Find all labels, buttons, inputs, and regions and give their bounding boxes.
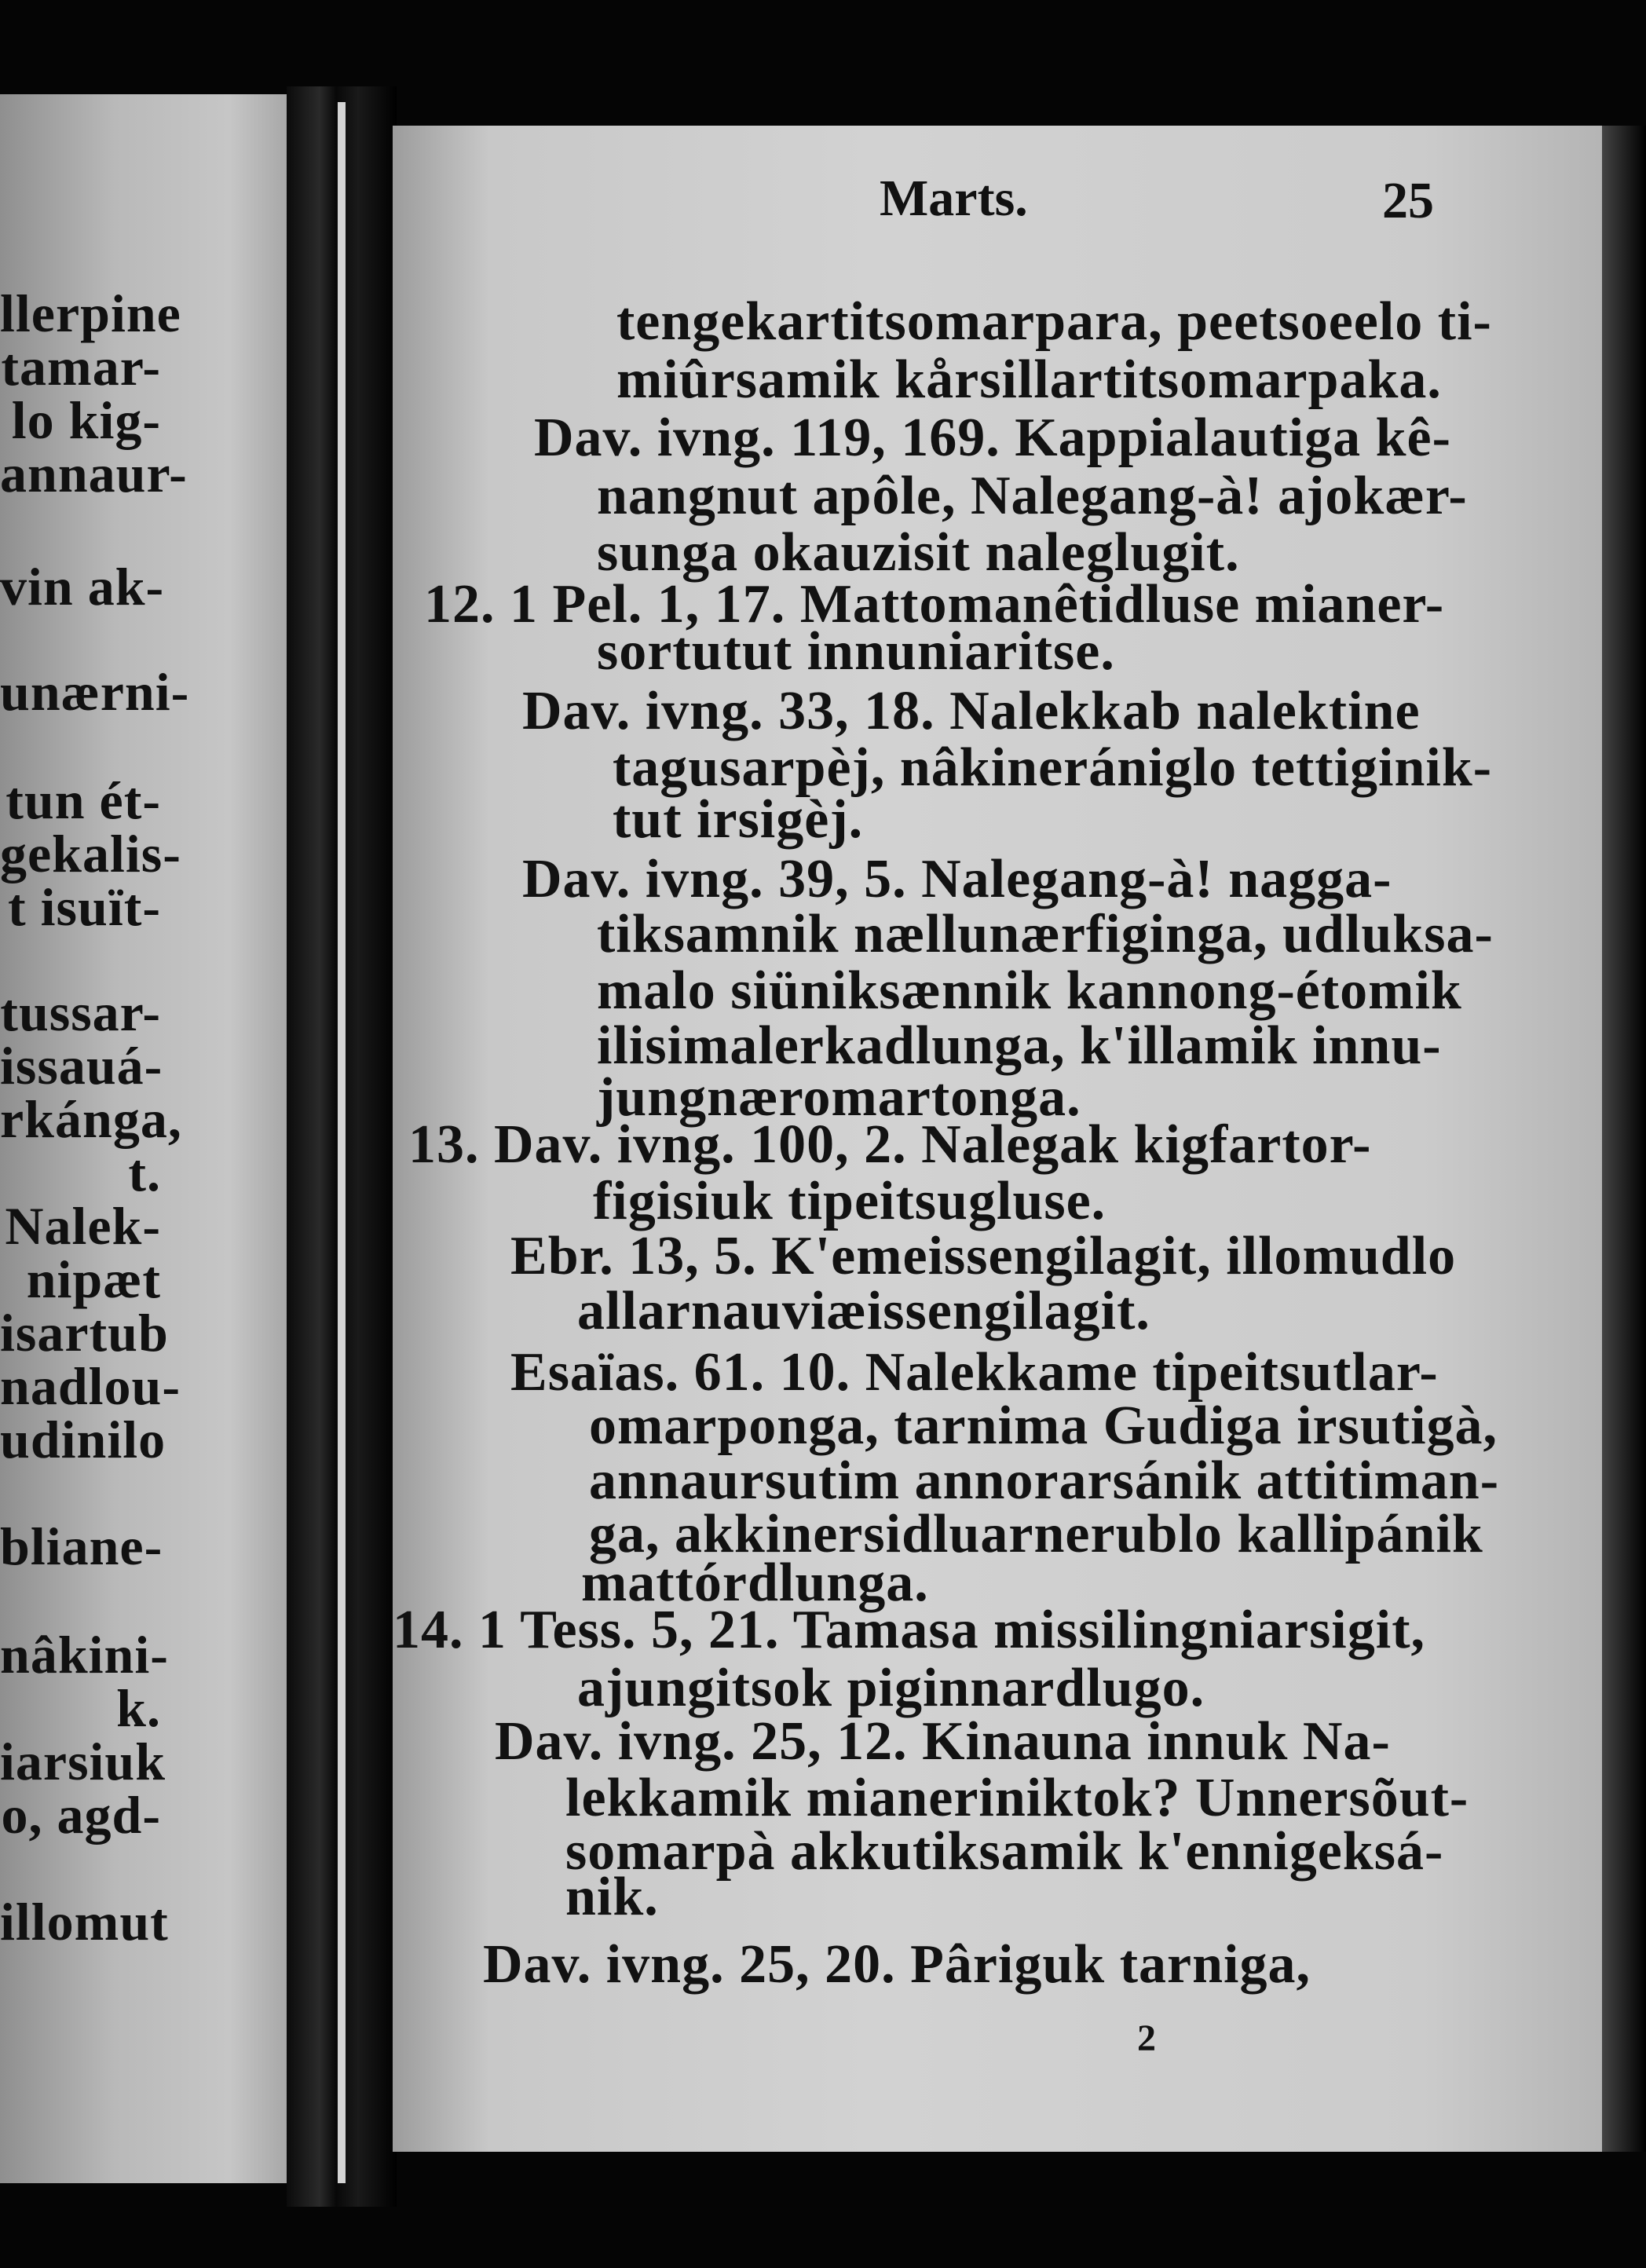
left-page-line: vin ak-	[0, 557, 165, 616]
text-line: 12. 1 Pel. 1, 17. Mattomanêtidluse mianer-	[424, 574, 1445, 635]
left-page-line: Nalek-	[5, 1196, 161, 1256]
text-line: mattórdlunga.	[581, 1553, 929, 1613]
text-line: tut irsigèj.	[613, 789, 864, 850]
text-line: miûrsamik kårsillartitsomarpaka.	[616, 349, 1442, 410]
left-page-line: unærni-	[0, 662, 190, 722]
text-line: ga, akkinersidluarnerublo kallipánik	[589, 1504, 1483, 1564]
left-page-line: lo kig-	[11, 390, 161, 450]
running-header: Marts.	[880, 170, 1028, 227]
text-line: allarnauviæissengilagit.	[577, 1281, 1150, 1341]
text-line: Ebr. 13, 5. K'emeissengilagit, illomudlo	[510, 1226, 1457, 1286]
left-page-line: annaur-	[0, 444, 188, 503]
left-page-line: t isuït-	[8, 877, 161, 937]
text-line: annaursutim annorarsánik attitiman-	[589, 1450, 1500, 1511]
text-line: 14. 1 Tess. 5, 21. Tamasa missilingniarsigit,	[393, 1600, 1426, 1660]
text-line: omarponga, tarnima Gudiga irsutigà,	[589, 1396, 1498, 1456]
text-line: ilisimalerkadlunga, k'illamik innu-	[597, 1015, 1442, 1076]
text-line: figisiuk tipeitsugluse.	[593, 1171, 1106, 1231]
left-page-line: issauá-	[0, 1036, 163, 1096]
text-line: Dav. ivng. 33, 18. Nalekkab nalektine	[522, 681, 1421, 741]
gutter-highlight	[338, 102, 346, 2183]
left-page-line: isartub	[0, 1303, 169, 1363]
text-line: Dav. ivng. 39, 5. Nalegang-à! nagga-	[522, 849, 1392, 909]
text-line: ajungitsok piginnardlugo.	[577, 1658, 1205, 1718]
left-page-line: udinilo	[0, 1410, 166, 1469]
text-line: tengekartitsomarpara, peetsoeelo ti-	[616, 291, 1492, 352]
left-page-line: gekalis-	[0, 824, 181, 883]
left-page-line: tun ét-	[5, 770, 161, 830]
text-line: Dav. ivng. 119, 169. Kappialautiga kê-	[534, 408, 1451, 468]
left-facing-page	[0, 94, 287, 2183]
left-page-line: k.	[116, 1678, 161, 1738]
text-line: Dav. ivng. 25, 12. Kinauna innuk Na-	[495, 1711, 1391, 1772]
left-page-line: llerpine	[0, 284, 181, 343]
text-line: nangnut apôle, Nalegang-à! ajokær-	[597, 466, 1468, 526]
text-line: tagusarpèj, nâkinerániglo tettiginik-	[613, 737, 1493, 798]
left-page-line: nâkini-	[0, 1625, 169, 1685]
text-line: sortutut innuniaritse.	[597, 621, 1115, 682]
text-line: 13. Dav. ivng. 100, 2. Nalegak kigfartor-	[408, 1114, 1372, 1175]
text-line: Esaïas. 61. 10. Nalekkame tipeitsutlar-	[510, 1342, 1439, 1403]
text-line: nik.	[565, 1867, 659, 1927]
signature-mark: 2	[1137, 2017, 1156, 2059]
left-page-line: nipæt	[26, 1249, 161, 1309]
text-line: somarpà akkutiksamik k'ennigeksá-	[565, 1821, 1444, 1882]
text-line: tiksamnik nællunærfiginga, udluksa-	[597, 904, 1494, 964]
text-line: malo siüniksænnik kannong-étomik	[597, 960, 1462, 1021]
page-edge-shadow	[1602, 126, 1646, 2152]
left-page-line: illomut	[0, 1892, 169, 1952]
left-page-line: tussar-	[0, 982, 161, 1042]
text-line: lekkamik mianeriniktok? Unnersõut-	[565, 1768, 1469, 1828]
left-page-line: t.	[128, 1143, 161, 1202]
left-page-line: o, agd-	[1, 1785, 161, 1845]
text-line: sunga okauzisit naleglugit.	[597, 522, 1240, 583]
text-line: Dav. ivng. 25, 20. Pâriguk tarniga,	[483, 1934, 1311, 1995]
left-page-line: tamar-	[1, 337, 161, 397]
left-page-line: rkánga,	[0, 1089, 182, 1149]
left-page-line: bliane-	[0, 1516, 163, 1576]
text-line: jungnæromartonga.	[597, 1067, 1081, 1128]
left-page-line: iarsiuk	[0, 1732, 166, 1791]
page-number: 25	[1382, 172, 1434, 229]
left-page-line: nadlou-	[0, 1356, 181, 1416]
